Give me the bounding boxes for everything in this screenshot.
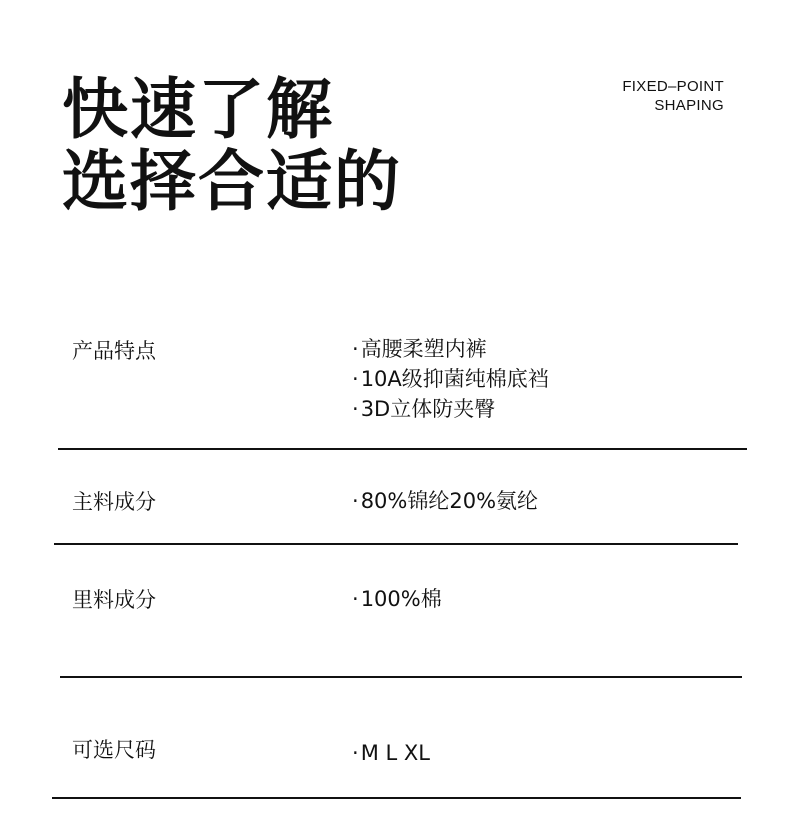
row-values-features: [352, 334, 549, 424]
tag-line-2: SHAPING: [654, 97, 724, 114]
row-label-main-fabric: 主料成分: [72, 490, 156, 514]
row-divider: [54, 543, 738, 545]
row-label-lining-fabric: 里料成分: [72, 588, 156, 612]
feature-item: · 10A级抑菌纯棉底裆: [352, 364, 549, 394]
brand-tag: [622, 77, 724, 115]
size-item: · M L XL: [352, 738, 430, 768]
tag-line-1: FIXED–POINT: [622, 78, 724, 95]
row-divider: [52, 797, 741, 799]
row-label-features: 产品特点: [72, 339, 156, 363]
row-values-lining-fabric: [352, 584, 442, 614]
title-line-1: 快速了解: [62, 71, 334, 148]
row-values-main-fabric: [352, 486, 538, 516]
title-line-2: 选择合适的: [62, 143, 402, 220]
row-divider: [60, 676, 742, 678]
feature-item: · 3D立体防夹臀: [352, 394, 549, 424]
row-divider: [58, 448, 747, 450]
feature-item: · 高腰柔塑内裤: [352, 334, 549, 364]
lining-item: · 100%棉: [352, 584, 442, 614]
fabric-item: · 80%锦纶20%氨纶: [352, 486, 538, 516]
page-title: [62, 71, 402, 220]
row-values-sizes: [352, 738, 430, 768]
row-label-sizes: 可选尺码: [72, 738, 156, 762]
